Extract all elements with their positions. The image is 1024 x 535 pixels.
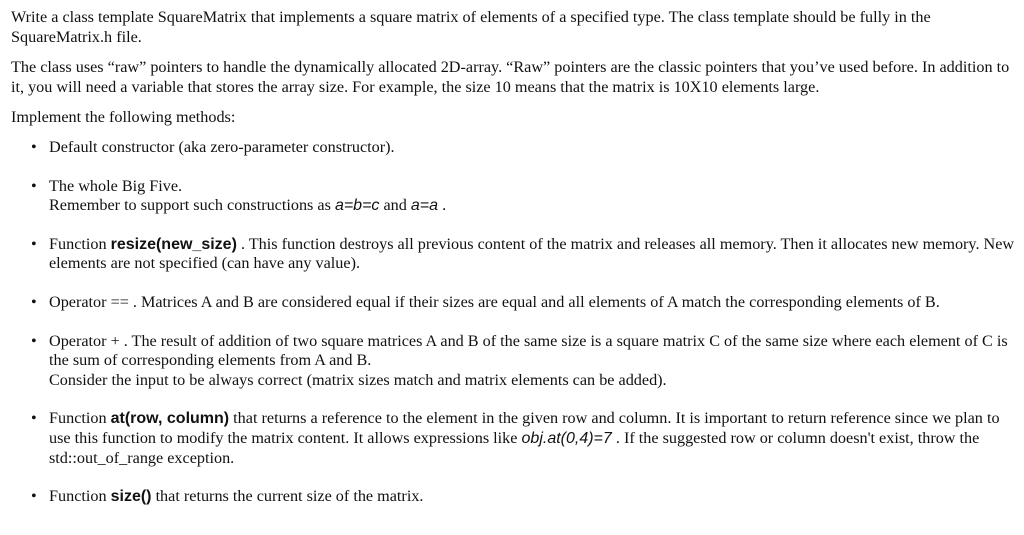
big-five-code-self: a=a <box>410 197 439 215</box>
bullet-icon: • <box>31 409 37 428</box>
resize-prefix: Function <box>49 234 111 253</box>
methods-heading: Implement the following methods: <box>11 108 236 127</box>
method-item-operator-equal <box>11 293 1017 313</box>
at-prefix: Function <box>49 409 111 428</box>
operator-plus-note: Consider the input to be always correct (matrix sizes match and matrix elements can be added). <box>49 370 667 389</box>
at-example-code: obj.at(0,4)=7 <box>521 429 612 447</box>
at-description: that returns a reference to the element in the given row and column. It is important to return reference since we plan to use this function to modify the matrix content. It allows expressions like <box>49 409 1000 447</box>
size-description: that returns the current size of the matrix. <box>151 487 424 506</box>
methods-list <box>11 138 1017 507</box>
big-five-title: The whole Big Five. <box>49 176 183 195</box>
assignment-document <box>11 8 1017 526</box>
raw-pointers-paragraph: The class uses “raw” pointers to handle the dynamically allocated 2D-array. “Raw” pointers are the classic pointers that you’ve used before. In addition to it, you will need a variable that stores the array size. For example, the size 10 means that the matrix is 10X10 elements large. <box>11 58 1010 96</box>
default-constructor-text: Default constructor (aka zero-parameter constructor). <box>49 137 395 156</box>
method-item-big-five <box>11 177 1017 216</box>
at-description-end: . If the suggested row or column doesn't exist, throw the std::out_of_range exception. <box>49 428 980 467</box>
intro-paragraph: Write a class template SquareMatrix that implements a square matrix of elements of a specified type. The class template should be fully in the SquareMatrix.h file. <box>11 8 931 46</box>
big-five-note: Remember to support such constructions as <box>49 196 335 215</box>
method-item-operator-plus <box>11 332 1017 391</box>
method-item-size <box>11 487 1017 507</box>
bullet-icon: • <box>31 487 37 506</box>
method-item-default-constructor <box>11 138 1017 158</box>
bullet-icon: • <box>31 176 37 195</box>
method-item-resize <box>11 235 1017 274</box>
big-five-note-mid: and <box>379 196 411 215</box>
bullet-icon: • <box>31 331 37 350</box>
bullet-icon: • <box>31 234 37 253</box>
operator-plus-text: Operator + . The result of addition of two square matrices A and B of the same size is a square matrix C of the same size where each element of C is the sum of corresponding elements from A and B. <box>49 331 1008 370</box>
resize-description: . This function destroys all previous content of the matrix and releases all memory. Then it allocates new memory. New elements are not specified (can have any value). <box>49 234 1015 273</box>
method-item-at <box>11 409 1017 468</box>
operator-equal-text: Operator == . Matrices A and B are considered equal if their sizes are equal and all elements of A match the corresponding elements of B. <box>49 292 940 311</box>
size-prefix: Function <box>49 487 111 506</box>
size-function-name: size() <box>110 488 152 506</box>
resize-function-name: resize(new_size) <box>110 235 237 253</box>
bullet-icon: • <box>31 292 37 311</box>
big-five-code-chain: a=b=c <box>334 197 380 215</box>
at-function-name: at(row, column) <box>110 410 230 428</box>
bullet-icon: • <box>31 137 37 156</box>
big-five-note-end: . <box>438 196 447 215</box>
